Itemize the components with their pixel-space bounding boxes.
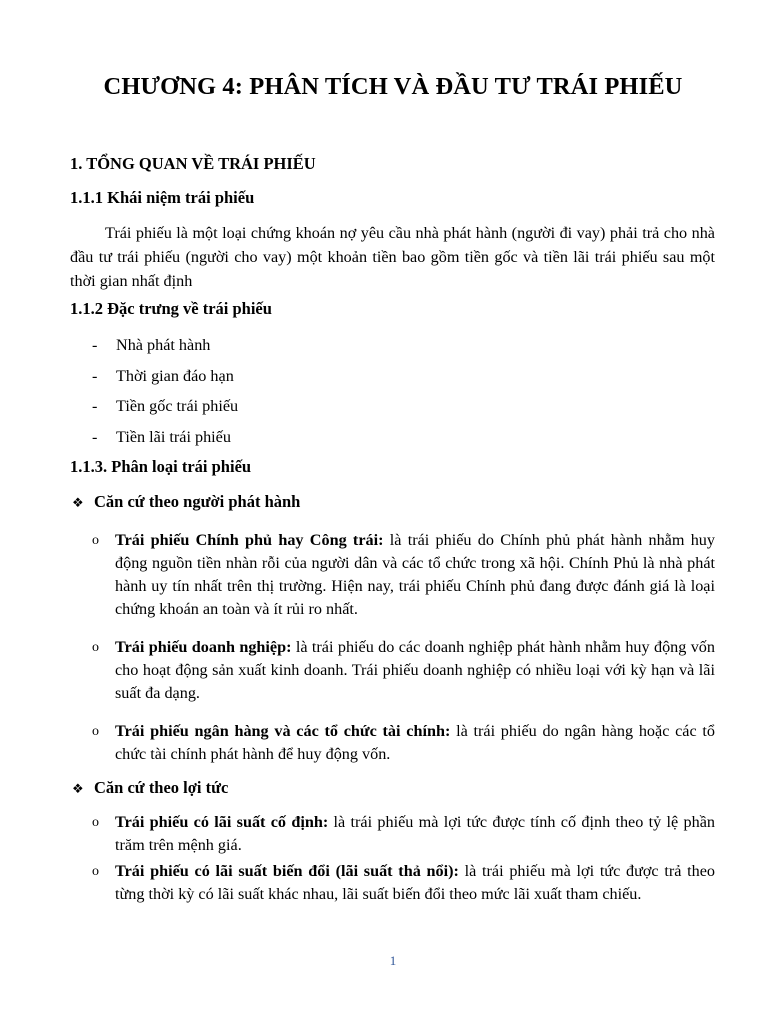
subsection-heading-1-1-2: 1.1.2 Đặc trưng về trái phiếu — [70, 299, 272, 318]
criterion-heading-interest — [72, 777, 228, 800]
dash-marker: - — [92, 397, 98, 415]
diamond-bullet-icon: ❖ — [72, 781, 84, 796]
bond-type-description: là trái phiếu mà lợi tức được tính cố định theo tỷ lệ phần trăm trên mệnh giá. — [115, 813, 715, 854]
page-number: 1 — [389, 953, 397, 968]
subsection-heading-1-1-3: 1.1.3. Phân loại trái phiếu — [70, 457, 252, 476]
list-item — [92, 334, 210, 356]
circle-bullet-icon: o — [92, 815, 99, 830]
bond-type-term: Trái phiếu ngân hàng và các tổ chức tài chính: — [115, 722, 451, 740]
chapter-title: CHƯƠNG 4: PHÂN TÍCH VÀ ĐẦU TƯ TRÁI PHIẾU — [103, 73, 683, 100]
bond-type-description: là trái phiếu do ngân hàng hoặc các tổ chức tài chính phát hành để huy động vốn. — [115, 722, 715, 763]
list-item-text: Tiền gốc trái phiếu — [116, 397, 239, 415]
criterion-label: Căn cứ theo lợi tức — [94, 778, 229, 797]
definition-paragraph: Trái phiếu là một loại chứng khoán nợ yêu cầu nhà phát hành (người đi vay) phải trả cho nhà đầu tư trái phiếu (người cho vay) một khoản tiền bao gồm tiền gốc và tiền lãi trái phiếu sau một thời gian nhất định — [70, 224, 715, 290]
list-item — [92, 720, 715, 766]
bond-type-description: là trái phiếu do các doanh nghiệp phát hành nhằm huy động vốn cho hoạt động sản xuất kinh doanh. Trái phiếu doanh nghiệp có nhiều loại với kỳ hạn và lãi suất đa dạng. — [115, 638, 715, 702]
list-item — [92, 811, 715, 857]
list-item — [92, 365, 234, 387]
list-item — [92, 426, 231, 448]
criterion-label: Căn cứ theo người phát hành — [94, 492, 301, 511]
bond-type-term: Trái phiếu doanh nghiệp: — [115, 638, 292, 656]
diamond-bullet-icon: ❖ — [72, 495, 84, 510]
list-item-text: Thời gian đáo hạn — [116, 367, 234, 385]
bond-type-term: Trái phiếu có lãi suất biến đổi (lãi suất thả nổi): — [115, 862, 459, 880]
circle-bullet-icon: o — [92, 864, 99, 879]
section-heading-1: 1. TỔNG QUAN VỀ TRÁI PHIẾU — [70, 154, 316, 173]
bond-type-description: là trái phiếu do Chính phủ phát hành nhằm huy động nguồn tiền nhàn rỗi của người dân và các tổ chức trong xã hội. Chính Phủ là nhà phát hành uy tín nhất trên thị trường. Hiện nay, trái phiếu Chính phủ đang được đánh giá là loại chứng khoán an toàn và ít rủi ro nhất. — [115, 531, 715, 618]
list-item-text: Tiền lãi trái phiếu — [116, 428, 231, 446]
bond-type-description: là trái phiếu mà lợi tức được trả theo từng thời kỳ có lãi suất khác nhau, lãi suất biến đổi theo mức lãi xuất tham chiếu. — [115, 862, 716, 903]
subsection-heading-1-1-1: 1.1.1 Khái niệm trái phiếu — [70, 188, 255, 207]
criterion-heading-issuer — [72, 491, 300, 514]
bond-type-term: Trái phiếu có lãi suất cố định: — [115, 813, 329, 831]
list-item — [92, 395, 238, 417]
circle-bullet-icon: o — [92, 640, 99, 655]
list-item-text: Nhà phát hành — [116, 336, 211, 354]
circle-bullet-icon: o — [92, 533, 99, 548]
dash-marker: - — [92, 428, 98, 446]
list-item — [92, 860, 715, 906]
bond-type-term: Trái phiếu Chính phủ hay Công trái: — [115, 531, 384, 549]
circle-bullet-icon: o — [92, 724, 99, 739]
dash-marker: - — [92, 336, 98, 354]
dash-marker: - — [92, 367, 98, 385]
list-item — [92, 636, 715, 705]
list-item — [92, 529, 715, 621]
